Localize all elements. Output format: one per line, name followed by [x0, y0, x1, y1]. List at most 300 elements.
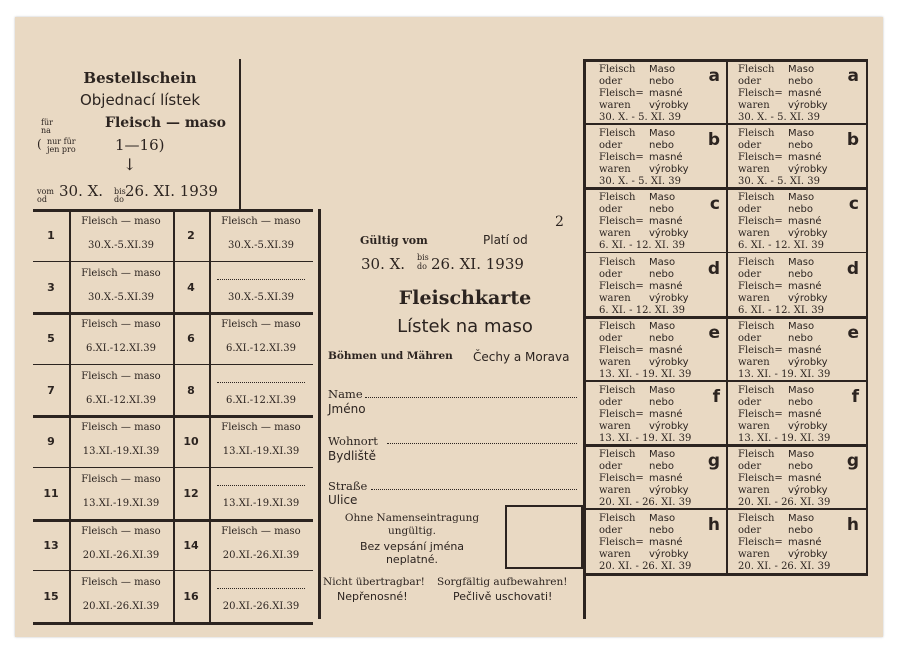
coupon-line: oder: [738, 204, 762, 216]
coupon-line: Maso: [788, 64, 815, 75]
coupon-line: Fleisch=: [599, 409, 644, 420]
coupon-text-cs: [788, 128, 828, 176]
coupon-line: Fleisch=: [738, 409, 783, 420]
coupon-line: nebo: [788, 268, 813, 280]
coupon-line: výrobky: [649, 549, 689, 561]
footer-1-de: Nicht übertragbar!: [323, 576, 425, 588]
coupon-line: Fleisch=: [599, 280, 644, 292]
order-slip-fuer: für: [41, 118, 53, 127]
divider: [173, 209, 175, 622]
coupon-letter: h: [846, 515, 859, 536]
coupon-blank: [217, 279, 305, 280]
coupon-period: 30.X.-5.XI.39: [227, 291, 295, 303]
coupon-line: Maso: [788, 192, 815, 204]
coupon-line: Fleisch: [599, 385, 636, 396]
coupon-period: 20.XI.-26.XI.39: [82, 549, 160, 561]
coupon-line: Fleisch: [738, 449, 775, 461]
coupon-line: oder: [738, 76, 762, 87]
coupon-letter: a: [847, 66, 859, 86]
coupon-line: výrobky: [788, 485, 828, 497]
coupon-line: waren: [599, 164, 631, 176]
order-slip-vom: vom: [37, 187, 54, 196]
coupon-line: Fleisch: [599, 128, 636, 140]
coupon-number: 3: [47, 280, 55, 294]
street-label-de: Straße: [328, 479, 368, 493]
meat-coupon: [728, 189, 866, 253]
coupon-line: výrobky: [788, 421, 828, 432]
coupon-line: oder: [738, 332, 762, 344]
coupon-text-cs: [788, 321, 828, 369]
coupon-line: waren: [599, 292, 631, 304]
meat-coupon: [589, 254, 727, 318]
footer-2-de: Sorgfältig aufbewahren!: [437, 576, 568, 588]
coupon-line: Fleisch: [599, 513, 636, 525]
card-title-de: Fleischkarte: [398, 287, 532, 309]
coupon-line: výrobky: [788, 100, 828, 111]
valid-label-de: Gültig vom: [360, 234, 428, 247]
coupon-number: 9: [47, 435, 55, 449]
coupon-period: 13.XI.-19.XI.39: [82, 498, 160, 509]
coupon-line: Fleisch=: [738, 152, 783, 164]
card-number: 2: [555, 214, 564, 230]
coupon-letter: f: [712, 387, 720, 407]
coupon-line: Maso: [649, 128, 676, 140]
coupon-text-cs: [649, 192, 689, 240]
coupon-line: Fleisch: [738, 513, 775, 525]
coupon-blank: [217, 588, 305, 589]
coupon-letter: a: [708, 66, 720, 86]
coupon-line: nebo: [649, 525, 674, 537]
note-cs-2: neplatné.: [385, 553, 439, 566]
coupon-line: oder: [738, 397, 762, 408]
divider: [33, 622, 313, 625]
coupon-label: Fleisch — maso: [81, 267, 161, 279]
coupon-line: masné: [649, 280, 683, 292]
coupon-period: 6.XI.-12.XI.39: [85, 394, 157, 406]
coupon-period: 6. XI. - 12. XI. 39: [738, 240, 824, 252]
name-field[interactable]: [365, 397, 577, 398]
meat-coupon: [589, 189, 727, 253]
order-slip-na: na: [41, 126, 51, 135]
meat-coupon: [589, 382, 727, 446]
region-cs: Čechy a Morava: [473, 350, 570, 364]
note-cs-1: Bez vepsání jména: [359, 540, 465, 553]
coupon-line: oder: [599, 461, 623, 473]
coupon-letter: e: [708, 322, 720, 343]
coupon-text-de: [599, 128, 644, 176]
footer-2-cs: Pečlivě uschovati!: [453, 590, 553, 603]
coupon-line: Fleisch: [738, 320, 775, 332]
coupon-text-cs: [649, 64, 689, 112]
coupon-number: 13: [43, 538, 59, 552]
coupon-line: waren: [599, 421, 631, 432]
coupon-text-cs: [649, 128, 689, 176]
coupon-blank: [217, 382, 305, 383]
region-de: Böhmen und Mähren: [328, 350, 453, 362]
coupon-period: 6.XI.-12.XI.39: [225, 394, 297, 406]
arrow-down-icon: ↓: [123, 155, 137, 174]
coupon-line: nebo: [788, 76, 813, 87]
coupon-period: 20. XI. - 26. XI. 39: [738, 561, 831, 573]
coupon-line: výrobky: [788, 549, 828, 561]
coupon-line: Fleisch: [599, 64, 636, 75]
coupon-line: masné: [649, 152, 683, 164]
order-slip-od: od: [37, 195, 47, 204]
coupon-line: Fleisch: [599, 449, 636, 461]
coupon-label: Fleisch — maso: [221, 422, 301, 434]
meat-coupon: [589, 125, 727, 189]
coupon-line: Fleisch=: [738, 280, 783, 292]
coupon-line: nebo: [649, 461, 674, 473]
coupon-line: výrobky: [649, 228, 689, 240]
coupon-line: Fleisch: [738, 192, 775, 204]
coupon-line: oder: [599, 268, 623, 280]
coupon-period: 30. X. - 5. XI. 39: [599, 112, 681, 123]
coupon-line: oder: [738, 268, 762, 280]
coupon-period: 20. XI. - 26. XI. 39: [738, 497, 831, 509]
order-slip-meat: Fleisch — maso: [105, 115, 226, 131]
coupon-line: Fleisch=: [599, 152, 644, 164]
coupon-line: masné: [788, 216, 822, 228]
coupon-text-cs: [788, 513, 828, 561]
order-slip-title-cs: Objednací lístek: [79, 91, 201, 109]
coupon-number: 4: [187, 280, 195, 294]
valid-date-to: 26. XI. 1939: [431, 255, 524, 273]
coupon-line: oder: [738, 461, 762, 473]
valid-bis: bis: [417, 253, 429, 262]
coupon-period: 13.XI.-19.XI.39: [82, 446, 160, 458]
street-field[interactable]: [371, 489, 577, 490]
coupon-period: 20.XI.-26.XI.39: [82, 601, 160, 613]
coupon-line: Fleisch: [599, 256, 636, 268]
coupon-line: Maso: [788, 385, 815, 396]
coupon-line: nebo: [788, 204, 813, 216]
coupon-line: Fleisch: [738, 64, 775, 75]
coupon-line: Maso: [649, 256, 676, 268]
coupon-line: Maso: [788, 128, 815, 140]
coupon-period: 13. XI. - 19. XI. 39: [599, 433, 692, 444]
street-label-cs: Ulice: [328, 493, 358, 507]
coupon-line: oder: [738, 140, 762, 152]
coupon-line: Maso: [649, 449, 676, 461]
coupon-text-cs: [788, 257, 828, 305]
coupon-line: výrobky: [649, 292, 689, 304]
coupon-period: 13. XI. - 19. XI. 39: [738, 433, 831, 444]
coupon-line: oder: [599, 140, 623, 152]
coupon-text-cs: [788, 449, 828, 497]
coupon-line: waren: [599, 356, 631, 368]
coupon-line: nebo: [788, 140, 813, 152]
coupon-period: 30.X.-5.XI.39: [87, 240, 155, 251]
coupon-text-de: [599, 449, 644, 497]
coupon-label: Fleisch — maso: [81, 474, 161, 485]
coupon-line: Fleisch=: [738, 537, 783, 549]
coupon-line: waren: [738, 292, 770, 304]
meat-coupon: [589, 446, 727, 510]
coupon-line: Maso: [788, 256, 815, 268]
coupon-line: Fleisch=: [599, 537, 644, 549]
coupon-text-de: [738, 192, 783, 240]
coupon-number: 8: [187, 383, 195, 397]
coupon-text-de: [599, 321, 644, 369]
coupon-letter: d: [846, 258, 859, 279]
name-label-cs: Jméno: [328, 402, 366, 416]
coupon-line: Maso: [649, 64, 676, 75]
stamp-box: [505, 505, 583, 569]
name-label-de: Name: [328, 387, 363, 401]
coupon-period: 13. XI. - 19. XI. 39: [738, 368, 831, 380]
coupon-line: masné: [649, 216, 683, 228]
coupon-line: masné: [649, 88, 683, 99]
coupon-text-de: [738, 64, 783, 112]
coupon-label: Fleisch — maso: [81, 525, 161, 537]
meat-coupon: [589, 510, 727, 574]
coupon-line: výrobky: [649, 164, 689, 176]
coupon-text-cs: [649, 257, 689, 305]
coupon-text-de: [738, 385, 783, 433]
coupon-line: waren: [738, 485, 770, 497]
coupon-letter: d: [707, 258, 720, 279]
divider: [866, 59, 868, 573]
coupon-period: 30.X.-5.XI.39: [87, 291, 155, 303]
coupon-text-de: [738, 449, 783, 497]
coupon-line: nebo: [649, 140, 674, 152]
coupon-text-de: [599, 257, 644, 305]
coupon-letter: g: [707, 451, 720, 472]
coupon-line: Maso: [649, 320, 676, 332]
coupon-text-de: [599, 64, 644, 112]
coupon-line: nebo: [649, 76, 674, 87]
coupon-period: 13.XI.-19.XI.39: [222, 498, 300, 509]
coupon-label: Fleisch — maso: [81, 319, 161, 331]
coupon-line: Maso: [788, 513, 815, 525]
coupon-line: waren: [599, 100, 631, 111]
coupon-line: masné: [788, 280, 822, 292]
coupon-text-cs: [788, 385, 828, 433]
coupon-line: nebo: [649, 332, 674, 344]
coupon-line: oder: [599, 397, 623, 408]
coupon-line: masné: [788, 537, 822, 549]
coupon-text-de: [599, 192, 644, 240]
coupon-number: 16: [183, 590, 199, 604]
order-slip-date-from: 30. X.: [59, 182, 104, 200]
coupon-line: Fleisch: [738, 385, 775, 396]
coupon-line: nebo: [788, 332, 813, 344]
coupon-line: waren: [599, 549, 631, 561]
address-label-de: Wohnort: [328, 434, 378, 448]
coupon-line: Maso: [649, 385, 676, 396]
coupon-text-cs: [649, 385, 689, 433]
coupon-number: 11: [43, 487, 59, 500]
coupon-line: Fleisch=: [599, 216, 644, 228]
coupon-line: výrobky: [649, 356, 689, 368]
coupon-text-cs: [788, 192, 828, 240]
coupon-label: Fleisch — maso: [81, 577, 161, 589]
coupon-period: 30. X. - 5. XI. 39: [738, 112, 820, 123]
coupon-line: nebo: [649, 204, 674, 216]
coupon-number: 12: [183, 487, 199, 500]
coupon-line: výrobky: [649, 100, 689, 111]
coupon-label: Fleisch — maso: [81, 216, 161, 227]
coupon-period: 20. XI. - 26. XI. 39: [599, 561, 692, 573]
divider: [583, 59, 586, 619]
coupon-period: 20. XI. - 26. XI. 39: [599, 497, 692, 509]
coupon-line: Fleisch=: [738, 216, 783, 228]
valid-label-cs: Platí od: [483, 233, 528, 247]
coupon-text-cs: [649, 513, 689, 561]
coupon-line: oder: [738, 525, 762, 537]
coupon-line: oder: [599, 204, 623, 216]
coupon-number: 15: [43, 590, 59, 604]
coupon-line: masné: [788, 152, 822, 164]
coupon-line: Maso: [788, 320, 815, 332]
coupon-blank: [217, 485, 305, 486]
meat-coupon: [728, 61, 866, 125]
coupon-number: 1: [47, 229, 55, 242]
coupon-text-de: [599, 385, 644, 433]
coupon-line: Maso: [649, 513, 676, 525]
meat-coupon: [728, 446, 866, 510]
coupon-line: Fleisch: [599, 192, 636, 204]
coupon-period: 6. XI. - 12. XI. 39: [738, 304, 824, 316]
coupon-text-cs: [649, 449, 689, 497]
coupon-letter: g: [846, 451, 859, 472]
coupon-line: výrobky: [788, 164, 828, 176]
coupon-line: waren: [738, 100, 770, 111]
coupon-text-de: [738, 128, 783, 176]
coupon-text-de: [599, 513, 644, 561]
coupon-period: 13. XI. - 19. XI. 39: [599, 368, 692, 380]
order-slip-jen-pro: jen pro: [47, 145, 76, 154]
coupon-line: oder: [599, 76, 623, 87]
coupon-line: nebo: [788, 461, 813, 473]
coupon-line: Maso: [649, 192, 676, 204]
coupon-line: masné: [788, 88, 822, 99]
coupon-period: 6. XI. - 12. XI. 39: [599, 240, 685, 252]
coupon-period: 6.XI.-12.XI.39: [225, 343, 297, 355]
coupon-text-cs: [788, 64, 828, 112]
meat-coupon: [728, 382, 866, 446]
coupon-line: výrobky: [788, 228, 828, 240]
meat-coupon: [728, 254, 866, 318]
coupon-label: Fleisch — maso: [221, 525, 301, 537]
order-slip-nur-fuer: nur für: [47, 137, 76, 146]
coupon-line: Maso: [788, 449, 815, 461]
coupon-line: Fleisch=: [738, 88, 783, 99]
coupon-line: masné: [788, 344, 822, 356]
coupon-line: Fleisch: [738, 256, 775, 268]
meat-coupon: [728, 510, 866, 574]
order-slip-do: do: [114, 195, 124, 204]
coupon-number: 6: [187, 332, 195, 346]
divider: [239, 59, 241, 209]
coupon-letter: b: [846, 130, 859, 151]
coupon-text-cs: [649, 321, 689, 369]
note-de-2: ungültig.: [387, 525, 436, 537]
meat-coupon: [728, 125, 866, 189]
coupon-line: oder: [599, 332, 623, 344]
coupon-text-de: [738, 321, 783, 369]
coupon-period: 20.XI.-26.XI.39: [222, 549, 300, 561]
coupon-letter: h: [707, 515, 720, 536]
coupon-label: Fleisch — maso: [221, 319, 301, 331]
meat-coupon: [589, 61, 727, 125]
coupon-line: Fleisch=: [599, 473, 644, 485]
coupon-line: oder: [599, 525, 623, 537]
coupon-letter: e: [847, 322, 859, 343]
coupon-period: 6. XI. - 12. XI. 39: [599, 304, 685, 316]
card-title-cs: Lístek na maso: [397, 316, 533, 337]
coupon-line: waren: [738, 356, 770, 368]
coupon-number: 5: [47, 332, 55, 346]
coupon-line: Fleisch=: [599, 88, 644, 99]
coupon-line: Fleisch=: [738, 473, 783, 485]
coupon-period: 20.XI.-26.XI.39: [222, 601, 300, 613]
coupon-number: 2: [187, 229, 195, 242]
meat-coupon: [728, 318, 866, 382]
footer-1-cs: Nepřenosné!: [337, 590, 408, 603]
coupon-line: nebo: [788, 397, 813, 408]
meat-coupon: [589, 318, 727, 382]
coupon-line: masné: [649, 344, 683, 356]
order-slip-range: 1—16): [115, 136, 165, 154]
coupon-line: nebo: [649, 397, 674, 408]
coupon-line: masné: [788, 473, 822, 485]
coupon-label: Fleisch — maso: [81, 370, 161, 382]
coupon-letter: f: [851, 387, 859, 407]
coupon-line: výrobky: [649, 421, 689, 432]
address-field[interactable]: [387, 443, 577, 444]
coupon-line: výrobky: [788, 356, 828, 368]
coupon-line: výrobky: [788, 292, 828, 304]
coupon-line: waren: [738, 421, 770, 432]
coupon-letter: b: [707, 130, 720, 151]
coupon-period: 30.X.-5.XI.39: [227, 240, 295, 251]
order-slip-date-to: 26. XI. 1939: [125, 182, 218, 200]
coupon-line: Fleisch: [738, 128, 775, 140]
valid-date-from: 30. X.: [361, 255, 406, 273]
note-de-1: Ohne Namenseintragung: [344, 512, 480, 524]
order-slip-paren: (: [37, 137, 42, 151]
coupon-line: výrobky: [649, 485, 689, 497]
order-slip-bis: bis: [114, 187, 126, 196]
coupon-line: masné: [649, 409, 683, 420]
order-slip-title-de: Bestellschein: [83, 69, 197, 87]
coupon-line: waren: [738, 164, 770, 176]
address-label-cs: Bydliště: [328, 449, 376, 463]
coupon-period: 13.XI.-19.XI.39: [222, 446, 300, 458]
ration-card: [15, 17, 883, 637]
coupon-text-de: [738, 513, 783, 561]
coupon-period: 30. X. - 5. XI. 39: [738, 176, 820, 188]
coupon-line: Fleisch=: [599, 344, 644, 356]
coupon-line: waren: [738, 228, 770, 240]
coupon-letter: c: [848, 194, 859, 215]
coupon-period: 30. X. - 5. XI. 39: [599, 176, 681, 188]
coupon-number: 7: [47, 383, 55, 397]
divider: [318, 209, 321, 619]
coupon-text-de: [738, 257, 783, 305]
coupon-line: nebo: [788, 525, 813, 537]
coupon-line: waren: [599, 228, 631, 240]
valid-do: do: [417, 262, 427, 271]
coupon-line: waren: [738, 549, 770, 561]
coupon-letter: c: [709, 194, 720, 215]
coupon-line: masné: [649, 537, 683, 549]
coupon-line: Fleisch=: [738, 344, 783, 356]
coupon-line: masné: [649, 473, 683, 485]
coupon-line: waren: [599, 485, 631, 497]
